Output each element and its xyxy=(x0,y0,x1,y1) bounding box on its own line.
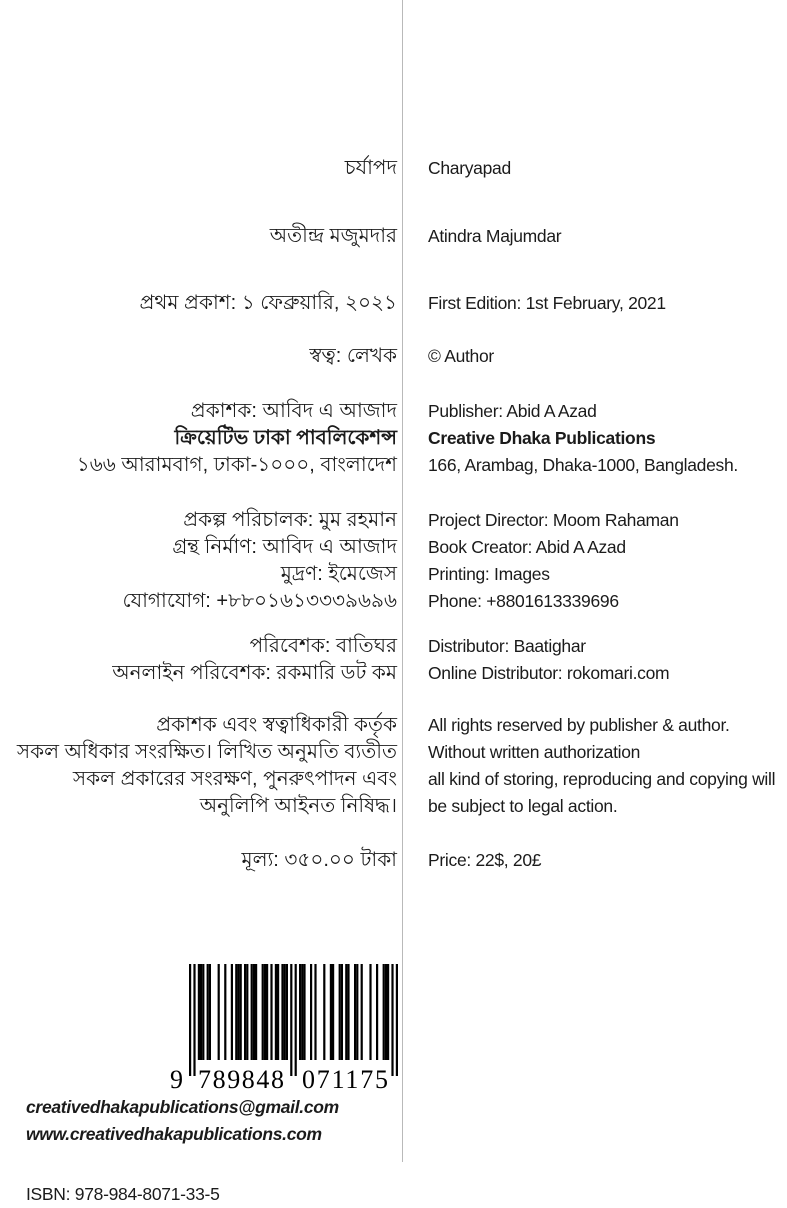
column-divider-line xyxy=(402,0,403,1162)
section-edition xyxy=(0,290,787,317)
imprint-row xyxy=(0,290,787,317)
english-text: First Edition: 1st February, 2021 xyxy=(428,293,666,313)
english-text: 166, Arambag, Dhaka-1000, Bangladesh. xyxy=(428,455,738,475)
bengali-text: চর্যাপদ xyxy=(344,157,397,179)
imprint-row xyxy=(0,507,787,534)
english-text: Without written authorization xyxy=(428,742,641,762)
publisher-email: creativedhakapublications@gmail.com xyxy=(26,1097,339,1117)
imprint-row xyxy=(0,793,787,820)
bengali-text: ক্রিয়েটিভ ঢাকা পাবলিকেশন্স xyxy=(174,427,397,449)
imprint-row xyxy=(0,534,787,561)
section-project xyxy=(0,507,787,615)
svg-text:071175: 071175 xyxy=(302,1065,388,1094)
english-text: Publisher: Abid A Azad xyxy=(428,401,597,421)
imprint-row xyxy=(0,155,787,182)
bengali-text: অনুলিপি আইনত নিষিদ্ধ। xyxy=(199,795,397,817)
section-copyright xyxy=(0,343,787,370)
bengali-text: সকল প্রকারের সংরক্ষণ, পুনরুৎপাদন এবং xyxy=(72,768,397,790)
imprint-row xyxy=(0,712,787,739)
english-text: Project Director: Moom Rahaman xyxy=(428,510,679,530)
imprint-row xyxy=(0,660,787,687)
section-title xyxy=(0,155,787,182)
bengali-text: পরিবেশক: বাতিঘর xyxy=(249,635,397,657)
svg-text:789848: 789848 xyxy=(198,1065,284,1094)
english-text: Distributor: Baatighar xyxy=(428,636,586,656)
bengali-text: প্রকাশক: আবিদ এ আজাদ xyxy=(190,400,397,422)
bengali-text: সকল অধিকার সংরক্ষিত। লিখিত অনুমতি ব্যতীত xyxy=(16,741,397,763)
bengali-text: প্রকল্প পরিচালক: মুম রহমান xyxy=(183,509,397,531)
english-text: Online Distributor: rokomari.com xyxy=(428,663,670,683)
english-text: be subject to legal action. xyxy=(428,796,618,816)
bengali-text: যোগাযোগ: +৮৮০১৬১৩৩৩৯৬৯৬ xyxy=(122,590,397,612)
isbn-barcode xyxy=(167,964,401,1094)
bengali-text: মূল্য: ৩৫০.০০ টাকা xyxy=(241,849,397,871)
bengali-text: গ্রন্থ নির্মাণ: আবিদ এ আজাদ xyxy=(172,536,397,558)
english-text: Atindra Majumdar xyxy=(428,226,562,246)
imprint-row xyxy=(0,739,787,766)
imprint-row xyxy=(0,343,787,370)
imprint-row xyxy=(0,398,787,425)
english-text: all kind of storing, reproducing and copying will xyxy=(428,769,776,789)
section-price xyxy=(0,847,787,874)
imprint-row xyxy=(0,425,787,452)
bengali-text: প্রকাশক এবং স্বত্বাধিকারী কর্তৃক xyxy=(156,714,397,736)
english-text: Phone: +8801613339696 xyxy=(428,591,619,611)
imprint-row xyxy=(0,766,787,793)
imprint-row xyxy=(0,561,787,588)
english-text: © Author xyxy=(428,346,494,366)
imprint-row xyxy=(0,847,787,874)
imprint-row xyxy=(0,633,787,660)
footer-section xyxy=(0,960,787,1208)
english-text: Book Creator: Abid A Azad xyxy=(428,537,626,557)
bengali-text: প্রথম প্রকাশ: ১ ফেব্রুয়ারি, ২০২১ xyxy=(139,292,397,314)
english-text: Charyapad xyxy=(428,158,511,178)
section-publisher xyxy=(0,398,787,479)
barcode-area xyxy=(0,964,402,1094)
section-rights xyxy=(0,712,787,820)
bengali-text: স্বত্ব: লেখক xyxy=(309,345,397,367)
english-text: Printing: Images xyxy=(428,564,550,584)
isbn-text: ISBN: 978-984-8071-33-5 xyxy=(26,1184,220,1204)
bengali-text: অনলাইন পরিবেশক: রকমারি ডট কম xyxy=(112,662,397,684)
publisher-website: www.creativedhakapublications.com xyxy=(26,1124,322,1144)
bengali-text: ১৬৬ আরামবাগ, ঢাকা-১০০০, বাংলাদেশ xyxy=(76,454,397,476)
english-text: All rights reserved by publisher & author. xyxy=(428,715,730,735)
section-author xyxy=(0,223,787,250)
english-text: Creative Dhaka Publications xyxy=(428,428,656,448)
svg-text:9: 9 xyxy=(170,1065,183,1094)
imprint-row xyxy=(0,223,787,250)
section-distributor xyxy=(0,633,787,687)
english-text: Price: 22$, 20£ xyxy=(428,850,542,870)
imprint-row xyxy=(0,588,787,615)
imprint-row xyxy=(0,452,787,479)
footer-right-column xyxy=(26,1094,787,1208)
bengali-text: মুদ্রণ: ইমেজেস xyxy=(280,563,397,585)
bengali-text: অতীন্দ্র মজুমদার xyxy=(269,225,397,247)
